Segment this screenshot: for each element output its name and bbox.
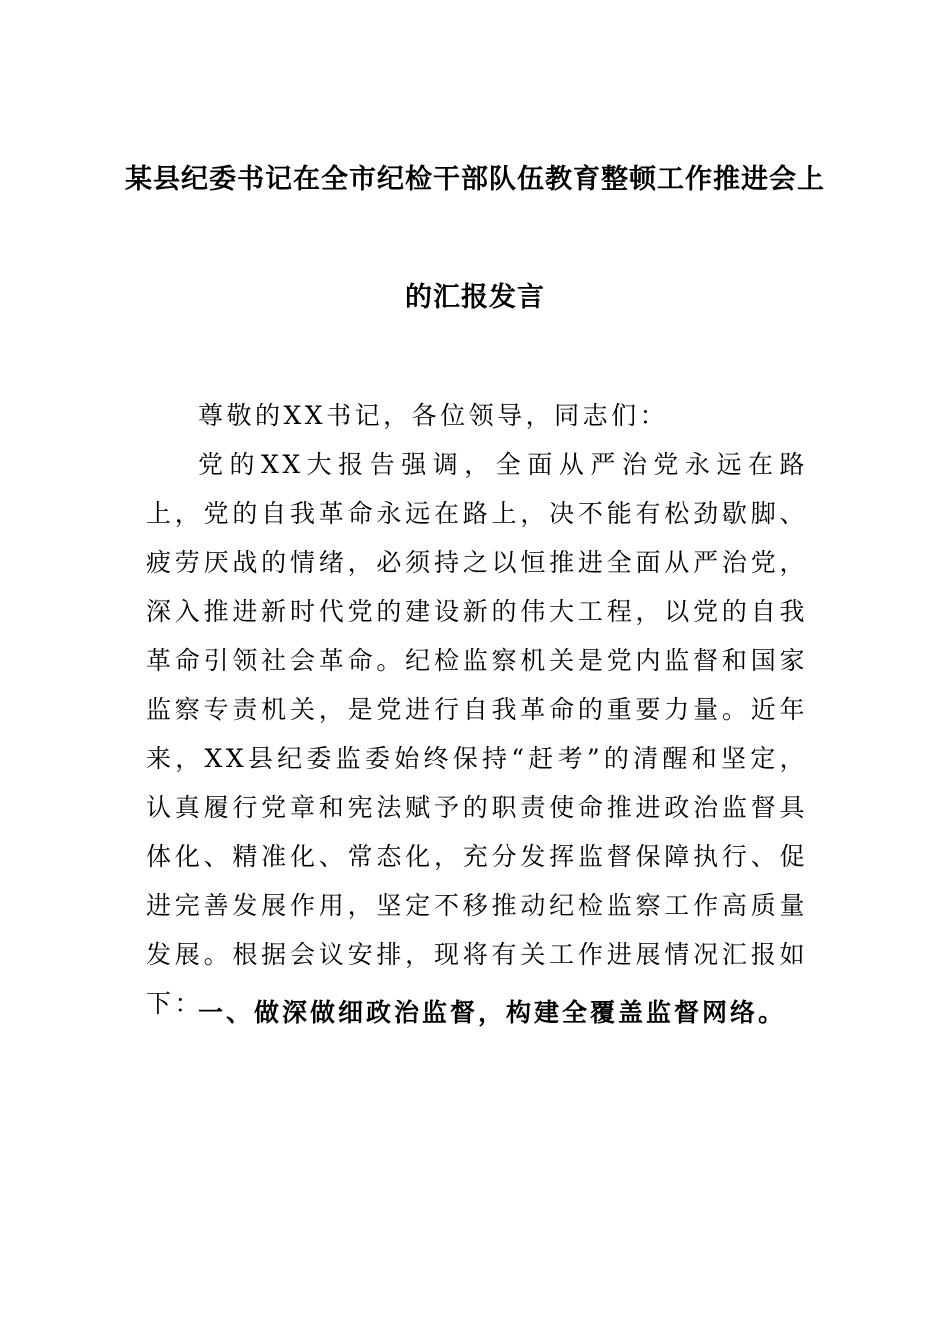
document-title-line-2: 的汇报发言 xyxy=(405,282,545,313)
document-title-line-1: 某县纪委书记在全市纪检干部队伍教育整顿工作推进会上 xyxy=(125,164,825,195)
salutation: 尊敬的XX书记，各位领导，同志们： xyxy=(198,401,669,430)
body-paragraph: 党的XX大报告强调，全面从严治党永远在路上，党的自我革命永远在路上，决不能有松劲歇脚、疲劳厌战的情绪，必须持之以恒推进全面从严治党，深入推进新时代党的建设新的伟大工程，以党的自我革命引领社会革命。纪检监察机关是党内监督和国家监察专责机关，是党进行自我革命的重要力量。近年来，XX县纪委监委始终保持“赶考”的清醒和坚定，认真履行党章和宪法赋予的职责使命推进政治监督具体化、精准化、常态化，充分发挥监督保障执行、促进完善发展作用，坚定不移推动纪检监察工作高质量发展。根据会议安排，现将有关工作进展情况汇报如下： xyxy=(146,450,808,1018)
section-heading: 一、做深做细政治监督，构建全覆盖监督网络。 xyxy=(198,998,787,1027)
